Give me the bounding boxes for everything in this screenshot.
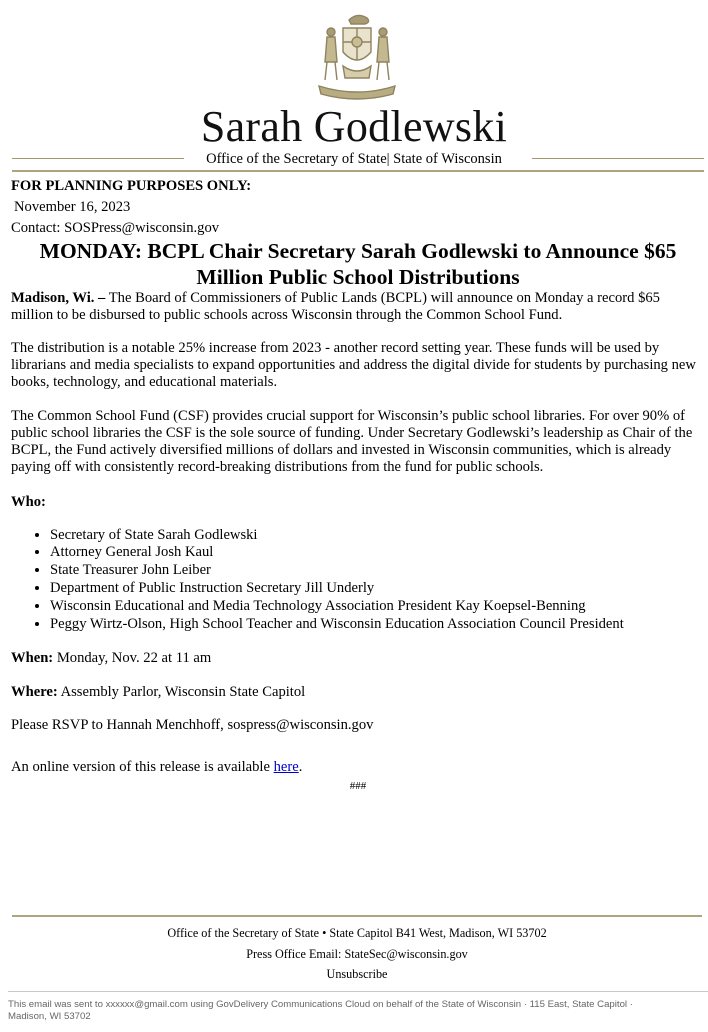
list-item: • Secretary of State Sarah Godlewski [50, 527, 705, 545]
contact-line: Contact: SOSPress@wisconsin.gov [11, 220, 220, 237]
rsvp-line: Please RSVP to Hannah Menchhoff, sospress@wisconsin.gov [11, 716, 374, 733]
when-line [11, 650, 705, 667]
release-date: November 16, 2023 [14, 199, 131, 216]
list-item: • Attorney General Josh Kaul [50, 544, 705, 562]
who-list [11, 527, 705, 634]
where-label: Where: [11, 683, 58, 700]
online-suffix: . [298, 759, 303, 776]
headline: MONDAY: BCPL Chair Secretary Sarah Godlewski to Announce $65 Million Public School Distributions [39, 238, 677, 289]
paragraph-csf: The Common School Fund (CSF) provides crucial support for Wisconsin’s public school libraries. For over 90% of public school libraries the CSF is the sole source of funding. Under Secretary Godlewski’s leadership as Chair of the BCPL, the Fund actively diversified millions of dollars and invested in Wisconsin communities, which is already paying off with consistently record-breaking distributions from the fund for public schools. [11, 407, 693, 476]
release-body [11, 178, 705, 795]
who-label-text: Who: [11, 494, 46, 511]
disclaimer-text: This email was sent to xxxxxx@gmail.com using GovDelivery Communications Cloud on behalf of the State of Wisconsin · 115 East, State Capitol · Madison, WI 53702 [8, 999, 633, 1022]
list-item: • Wisconsin Educational and Media Technology Association President Kay Koepsel-Benning [50, 598, 705, 616]
footer-divider [12, 915, 702, 917]
masthead-name: Sarah Godlewski [200, 102, 508, 151]
dateline: Madison, Wi. – [11, 289, 106, 306]
planning-label: FOR PLANNING PURPOSES ONLY: [11, 178, 252, 194]
office-line: Office of the Secretary of State| State of Wisconsin [206, 151, 502, 167]
footer-press-email: Press Office Email: StateSec@wisconsin.gov [246, 946, 468, 961]
list-item: • Department of Public Instruction Secretary Jill Underly [50, 580, 705, 598]
lead-text: The Board of Commissioners of Public Lands (BCPL) will announce on Monday a record $65 million to be disbursed to public schools across Wisconsin through the Common School Fund. [11, 289, 660, 323]
paragraph-distribution: The distribution is a notable 25% increase from 2023 - another record setting year. These funds will be used by librarians and media specialists to expand opportunities and address the digital divide for students by purchasing new books, technology, and educational materials. [11, 340, 696, 391]
online-prefix: An online version of this release is available [11, 759, 274, 776]
wisconsin-state-seal-icon [309, 6, 405, 102]
footer [0, 923, 708, 985]
list-item: • Peggy Wirtz-Olson, High School Teacher and Wisconsin Education Association Council President [50, 616, 705, 634]
who-label [11, 494, 705, 511]
end-mark: ### [349, 780, 367, 793]
disclaimer-divider [8, 991, 708, 992]
where-value: Assembly Parlor, Wisconsin State Capitol [57, 683, 306, 700]
unsubscribe-link[interactable]: Unsubscribe [326, 967, 388, 981]
header-divider [12, 170, 704, 172]
online-version-link[interactable]: here [273, 759, 299, 776]
lead-paragraph [11, 290, 705, 324]
online-version-line [11, 759, 705, 776]
where-line [11, 684, 705, 701]
list-item: • State Treasurer John Leiber [50, 562, 705, 580]
when-label: When: [11, 650, 54, 667]
footer-address: Office of the Secretary of State • State Capitol B41 West, Madison, WI 53702 [167, 926, 547, 940]
when-value: Monday, Nov. 22 at 11 am [53, 650, 212, 667]
